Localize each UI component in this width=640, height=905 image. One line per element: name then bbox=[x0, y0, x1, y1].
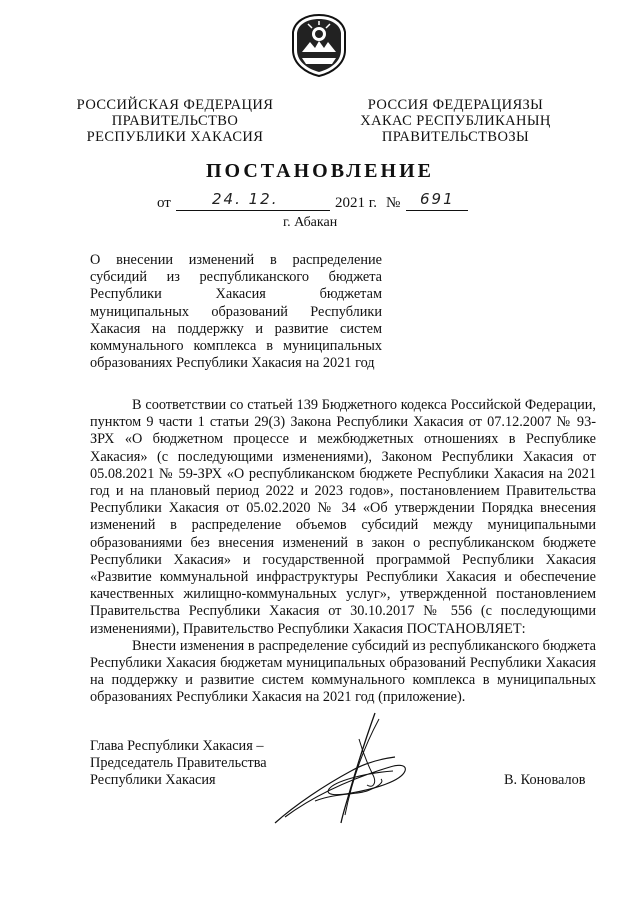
number-blank bbox=[406, 210, 468, 211]
document-subject: О внесении изменений в распределение субсидий из республиканского бюджета Республики Хакасия бюджетам муниципальных образований Республики Хакасия на поддержку и развитие систем коммунального комплекса в муниципальных образованиях Республики Хакасия на 2021 год bbox=[90, 252, 382, 372]
header-left-line: РЕСПУБЛИКИ ХАКАСИЯ bbox=[86, 129, 264, 145]
document-title: ПОСТАНОВЛЕНИЕ bbox=[206, 160, 434, 182]
signatory-position-line: Председатель Правительства bbox=[90, 755, 267, 772]
date-year: 2021 г. bbox=[335, 195, 377, 211]
header-left-line: ПРАВИТЕЛЬСТВО bbox=[111, 113, 239, 129]
header-right-line: ПРАВИТЕЛЬСТВОЗЫ bbox=[381, 129, 530, 145]
handwritten-signature-icon bbox=[255, 705, 415, 835]
header-right-line: РОССИЯ ФЕДЕРАЦИЯЗЫ bbox=[367, 97, 544, 113]
header-left bbox=[70, 97, 280, 145]
signatory-position-line: Глава Республики Хакасия – bbox=[90, 738, 264, 754]
body-paragraph: Внести изменения в распределение субсидий из республиканского бюджета Республики Хакасия бюджетам муниципальных образований Республики Хакасия на поддержку и развитие систем коммунального комплекса в муниципальных образованиях Республики Хакасия на 2021 год (приложение). bbox=[90, 637, 596, 706]
header-right bbox=[348, 97, 563, 145]
header-right-line: ХАКАС РЕСПУБЛИКАНЫҢ bbox=[360, 113, 551, 129]
signatory-name: В. Коновалов bbox=[504, 772, 586, 788]
date-blank bbox=[176, 210, 330, 211]
signatory-position bbox=[90, 738, 267, 790]
date-prefix: от bbox=[157, 195, 171, 211]
number-handwritten: 691 bbox=[420, 190, 455, 208]
date-handwritten: 24. 12. bbox=[212, 190, 279, 208]
header-left-line: РОССИЙСКАЯ ФЕДЕРАЦИЯ bbox=[76, 97, 274, 113]
number-sign: № bbox=[386, 195, 401, 211]
body-paragraph: В соответствии со статьей 139 Бюджетного кодекса Российской Федерации, пунктом 9 части 1 статьи 29(3) Закона Республики Хакасия от 07.12.2007 № 93-ЗРХ «О бюджетном процессе и межбюджетных отношениях в Республике Хакасия» (с последующими изменениями), Законом Республики Хакасия от 05.08.2021 № 59-ЗРХ «О республиканском бюджете Республики Хакасия на 2021 год и на плановый период 2022 и 2023 годов», постановлением Правительства Республики Хакасия от 05.02.2020 № 34 «Об утверждении Порядка внесения изменений в распределение объемов субсидий между муниципальными образованиями без внесения изменений в закон о республиканском бюджете Республики Хакасия» и государственной программой Республики Хакасия «Развитие коммунальной инфраструктуры Республики Хакасия и обеспечение качественных жилищно-коммунальных услуг», утвержденной постановлением Правительства Республики Хакасия от 30.10.2017 № 556 (с последующими изменениями), Правительство Республики Хакасия ПОСТАНОВЛЯЕТ: bbox=[90, 397, 596, 637]
coat-of-arms-icon bbox=[288, 12, 350, 78]
city: г. Абакан bbox=[283, 215, 338, 230]
signatory-position-line: Республики Хакасия bbox=[90, 772, 216, 789]
document-body bbox=[90, 397, 596, 707]
